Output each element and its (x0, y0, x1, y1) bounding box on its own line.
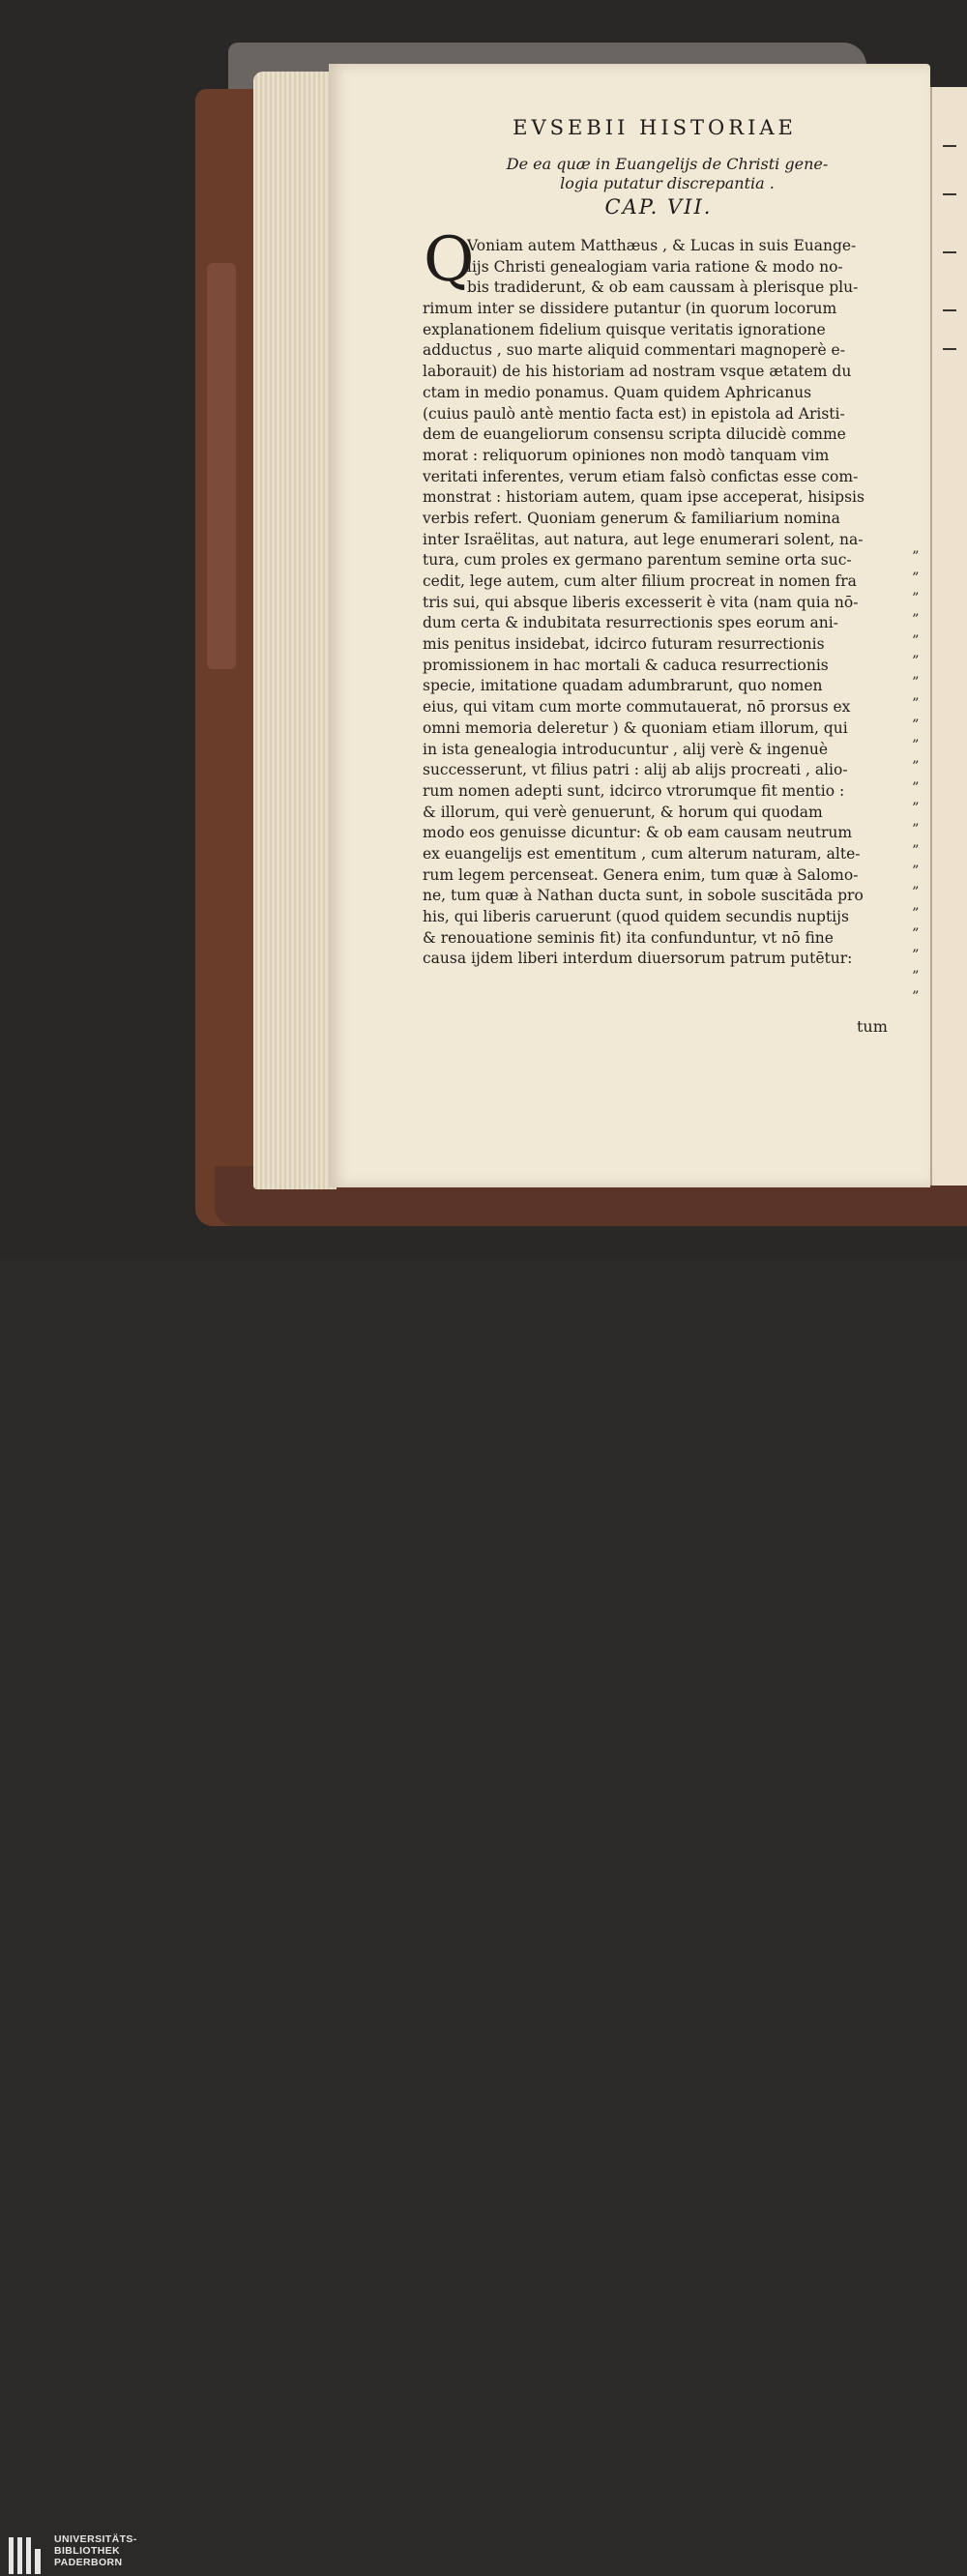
facing-text-fragment (943, 193, 956, 195)
text-line: omni memoria deleretur ) & quoniam etiam illorum, qui (423, 718, 848, 737)
text-line: eius, qui vitam cum morte commutauerat, nō prorsus ex (423, 698, 851, 717)
quotation-mark: „ (912, 582, 920, 599)
quotation-mark: „ (912, 645, 920, 661)
quotation-mark: „ (912, 812, 920, 829)
text-line: successerunt, vt filius patri : alij ab alijs procreati , alio- (423, 761, 848, 779)
quotation-mark: „ (912, 939, 920, 955)
quotation-mark: „ (912, 541, 920, 556)
text-line: his, qui liberis caruerunt (quod quidem secundis nuptijs (423, 908, 849, 925)
text-line: veritati inferentes, verum etiam falsò confictas esse com- (423, 467, 859, 485)
library-logo-icon (8, 2535, 43, 2576)
text-line: causa ijdem liberi interdum diuersorum patrum putētur: (423, 950, 853, 968)
facing-page-edge (930, 87, 967, 1186)
body-text (423, 236, 906, 970)
quotation-mark: „ (912, 708, 920, 724)
quotation-marks-column (907, 539, 924, 1000)
footer-bar (0, 1259, 967, 2568)
text-line: lijs Christi genealogiam varia ratione & modo no- (467, 257, 843, 276)
facing-text-fragment (943, 251, 956, 253)
book-spine-leather (195, 89, 257, 1226)
quotation-mark: „ (912, 749, 920, 766)
text-line: rum nomen adepti sunt, idcirco vtrorumque fit mentio : (423, 781, 845, 800)
text-line: ne, tum quæ à Nathan ducta sunt, in sobole suscitāda pro (423, 887, 864, 905)
running-head: EVSEBII HISTORIAE (513, 116, 797, 139)
library-name-line: BIBLIOTHEK (54, 2545, 121, 2557)
quotation-mark: „ (912, 687, 920, 703)
quotation-mark: „ (912, 771, 920, 787)
chapter-title-line: De ea quæ in Euangelijs de Christi gene- (506, 155, 829, 173)
facing-text-fragment (943, 348, 956, 350)
facing-text-fragment (943, 145, 956, 147)
text-line: tura, cum proles ex germano parentum semine orta suc- (423, 551, 852, 570)
drop-cap: Q (424, 224, 475, 296)
text-line: promissionem in hac mortali & caduca resurrectionis (423, 656, 829, 674)
quotation-mark: „ (912, 603, 920, 620)
text-line: morat : reliquorum opiniones non modò tanquam vim (423, 446, 830, 464)
text-line: dem de euangeliorum consensu scripta dilucidè comme (423, 425, 846, 444)
text-line: inter Israëlitas, aut natura, aut lege enumerari solent, na- (423, 530, 864, 548)
text-line: bis tradiderunt, & ob eam caussam à plerisque plu- (467, 278, 859, 297)
text-line: rum legem percenseat. Genera enim, tum quæ à Salomo- (423, 865, 859, 884)
text-line: monstrat : historiam autem, quam ipse acceperat, hisipsis (423, 488, 864, 507)
library-name-line: UNIVERSITÄTS- (54, 2533, 137, 2545)
text-line: & renouatione seminis fit) ita confunduntur, vt nō fine (423, 928, 834, 947)
text-line: rimum inter se dissidere putantur (in quorum locorum (423, 300, 837, 318)
text-line: explanationem fidelium quisque veritatis ignoratione (423, 320, 826, 338)
text-line: verbis refert. Quoniam generum & familiarium nomina (423, 509, 840, 527)
text-line: ctam in medio ponamus. Quam quidem Aphricanus (423, 383, 812, 401)
scan-background (0, 0, 967, 1259)
quotation-mark: „ (912, 855, 920, 871)
quotation-mark: „ (912, 918, 920, 934)
text-line: specie, imitatione quadam adumbrarunt, quo nomen (423, 677, 823, 695)
quotation-mark: „ (912, 729, 920, 746)
text-line: ex euangelijs est ementitum , cum alterum naturam, alte- (423, 844, 861, 863)
quotation-mark: „ (912, 981, 920, 997)
text-line: dum certa & indubitata resurrectionis spes eorum ani- (423, 614, 838, 632)
quotation-mark: „ (912, 876, 920, 892)
text-line: modo eos genuisse dicuntur: & ob eam causam neutrum (423, 824, 853, 842)
text-line: cedit, lege autem, cum alter filium procreat in nomen fra (423, 572, 857, 590)
library-name-line: PADERBORN (54, 2557, 123, 2568)
chapter-number: CAP. VII. (604, 195, 713, 219)
chapter-title (484, 155, 851, 193)
facing-text-fragment (943, 309, 956, 311)
text-line: mis penitus insidebat, idcirco futuram resurrectionis (423, 635, 825, 654)
quotation-mark: „ (912, 666, 920, 683)
text-line: tris sui, qui absque liberis excesserit è vita (nam quia nō- (423, 593, 859, 611)
text-line: laborauit) de his historiam ad nostram vsque ætatem du (423, 363, 852, 381)
quotation-mark: „ (912, 561, 920, 577)
quotation-mark: „ (912, 624, 920, 640)
text-line: & illorum, qui verè genuerunt, & horum qui quodam (423, 803, 823, 821)
text-line: adductus , suo marte aliquid commentari magnoperè e- (423, 341, 845, 360)
catchword: tum (857, 1017, 888, 1036)
text-line: in ista genealogia introducuntur , alij verè & ingenuè (423, 740, 829, 758)
quotation-mark: „ (912, 792, 920, 808)
text-line: (cuius paulò antè mentio facta est) in epistola ad Aristi- (423, 404, 845, 423)
quotation-mark: „ (912, 959, 920, 976)
page-edges (253, 72, 337, 1189)
quotation-mark: „ (912, 834, 920, 850)
text-line: Voniam autem Matthæus , & Lucas in suis Euange- (467, 237, 857, 254)
library-name (54, 2533, 190, 2568)
quotation-mark: „ (912, 896, 920, 913)
chapter-title-line: logia putatur discrepantia . (560, 174, 775, 192)
